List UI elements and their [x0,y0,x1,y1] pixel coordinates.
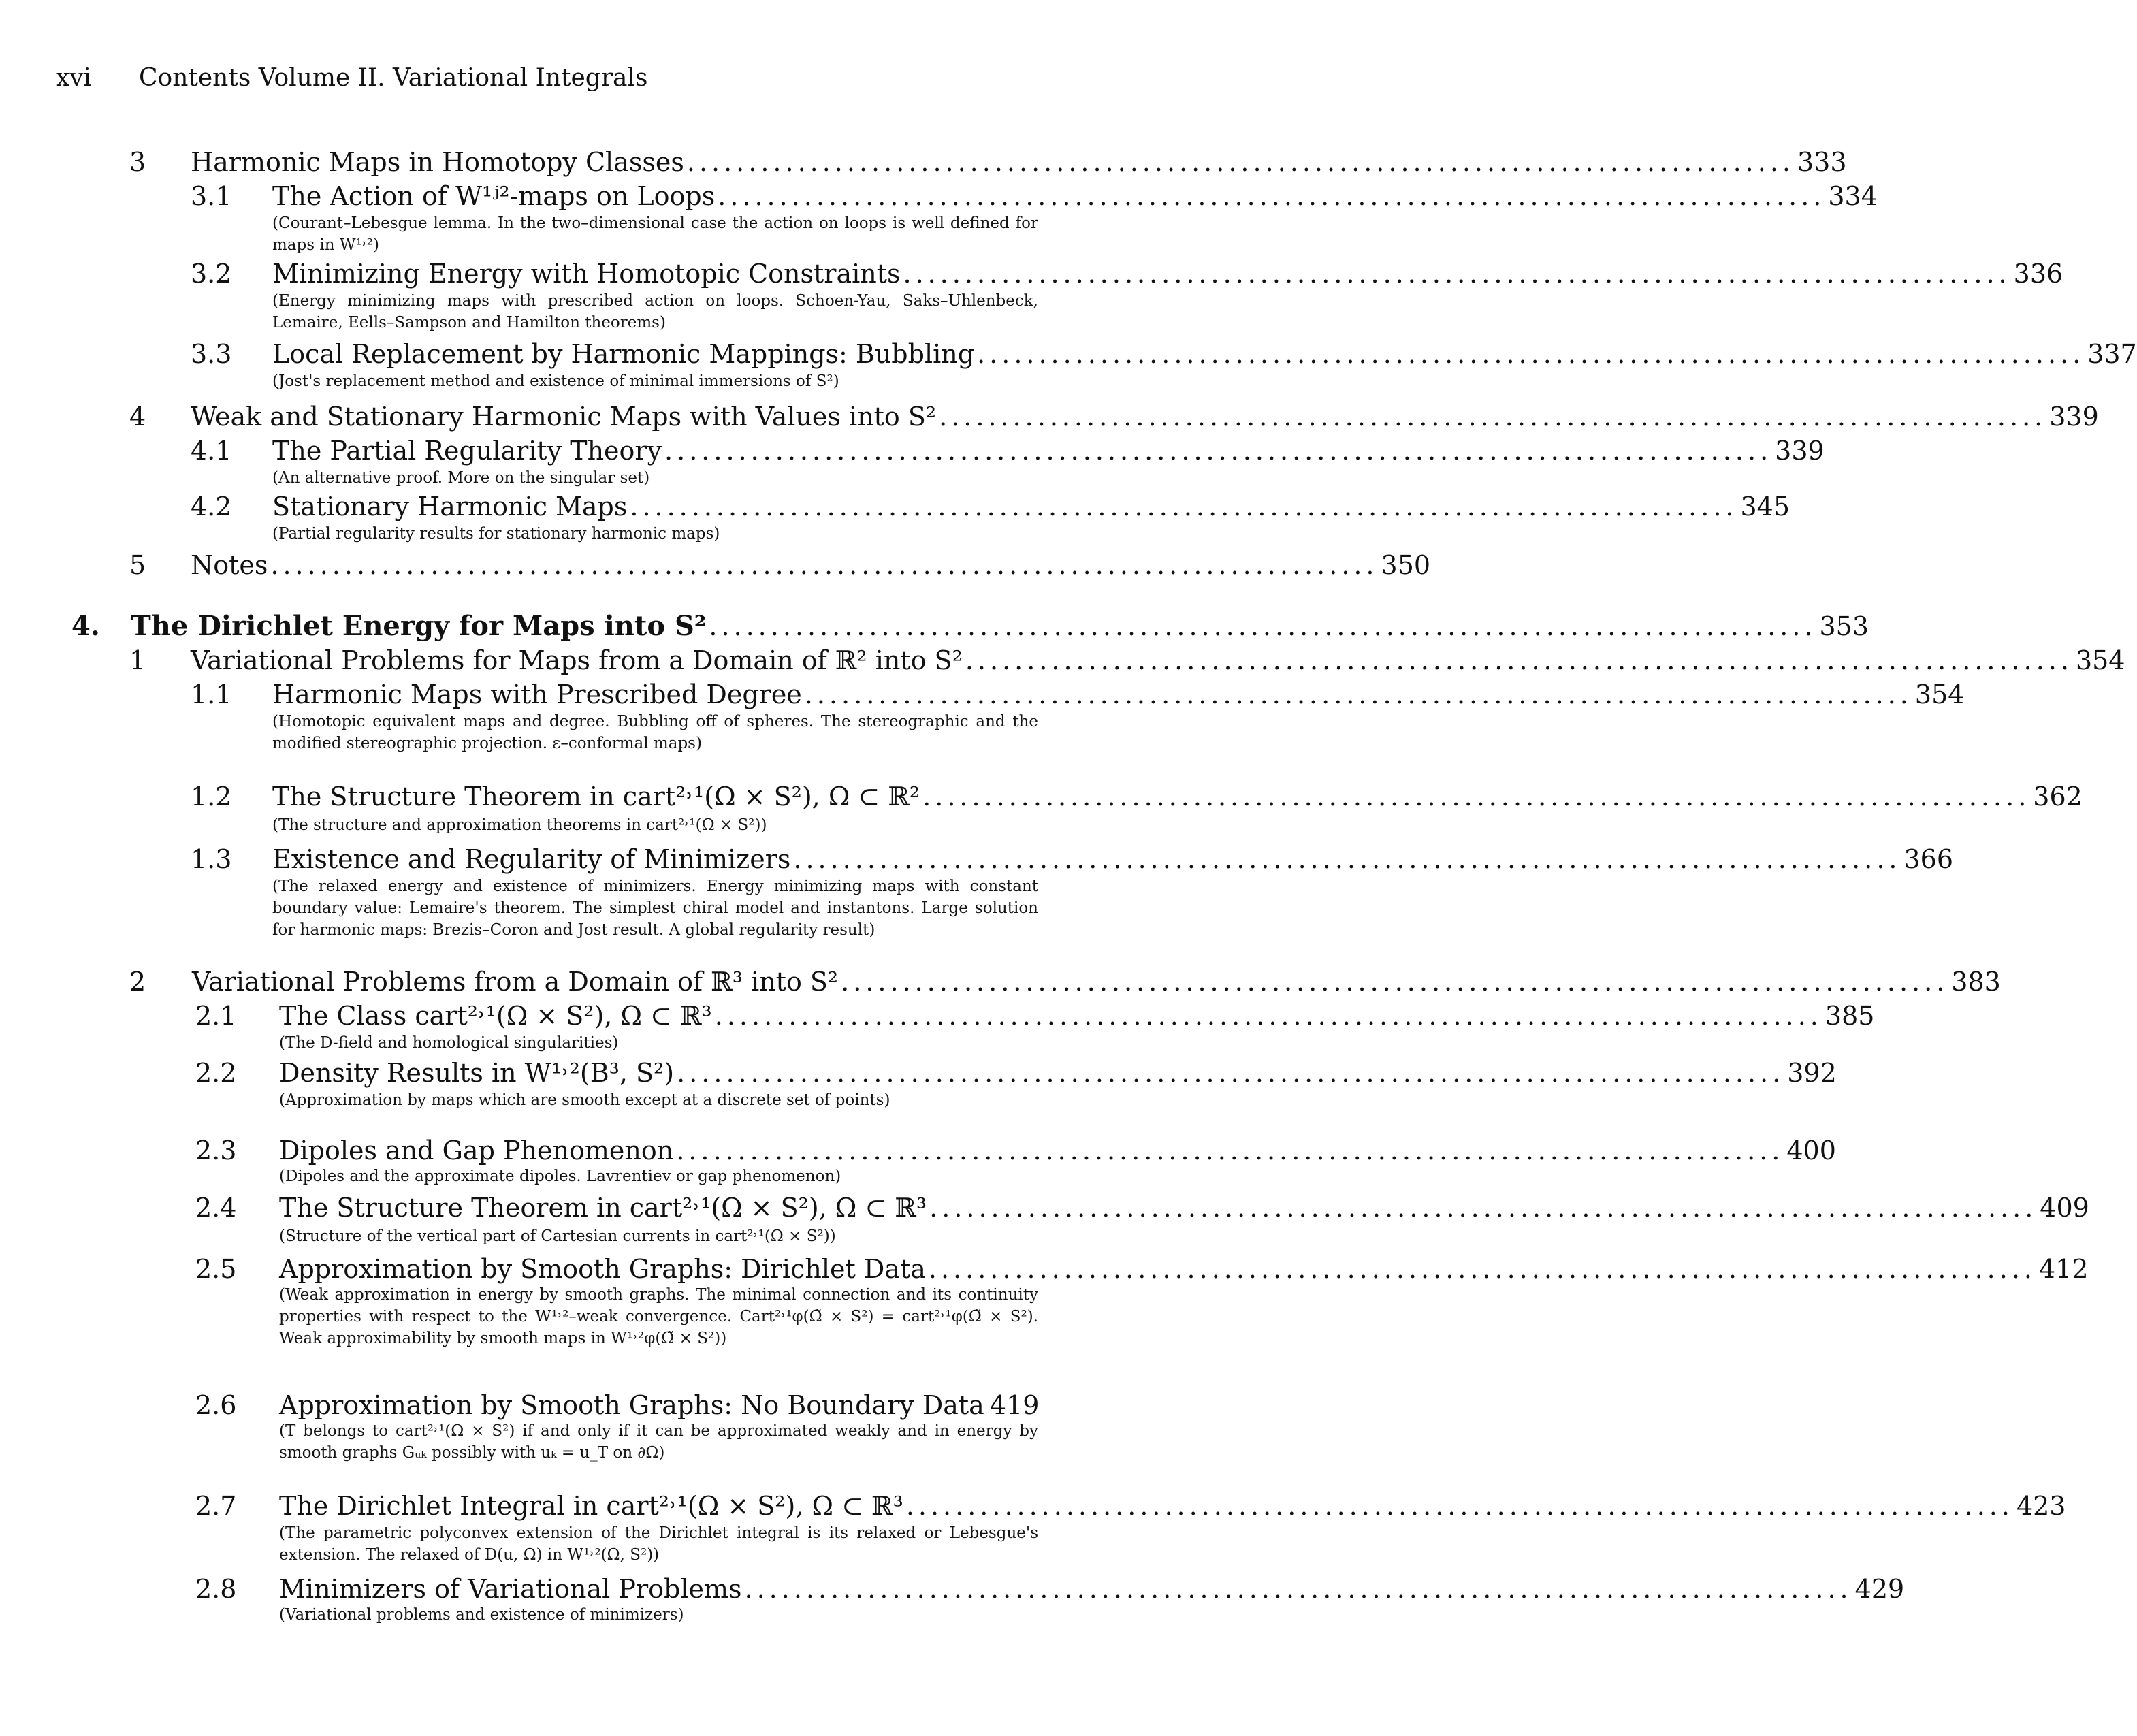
entry-title: Variational Problems from a Domain of ℝ³ into S² [192,967,839,997]
entry-number: 2.1 [195,1001,237,1031]
entry-number: 2.7 [195,1491,237,1521]
entry-title: Approximation by Smooth Graphs: No Boundary Data [279,1390,984,1420]
entry-number: 4.2 [191,492,232,521]
entry-number: 4. [71,610,100,642]
entry-description: (The structure and approximation theorems in cart²˒¹(Ω × S²)) [272,816,767,834]
entry-description: (T belongs to cart²˒¹(Ω × S²) if and only if it can be approximated weakly and in energy by smooth graphs Gᵤₖ possibly with uₖ = u_T on ∂Ω) [279,1422,1038,1462]
entry-title: The Class cart²˒¹(Ω × S²), Ω ⊂ ℝ³ [279,1001,712,1031]
entry-number: 1.3 [191,844,232,874]
entry-number: 1.2 [191,782,232,811]
entry-number: 2.6 [195,1390,237,1420]
entry-description: (Variational problems and existence of minimizers) [279,1606,684,1624]
entry-number: 3.1 [191,181,232,211]
entry-number: 2.3 [195,1136,237,1166]
entry-title: Stationary Harmonic Maps [272,492,628,521]
entry-description: (An alternative proof. More on the singular set) [272,469,650,487]
entry-title: Density Results in W¹˒²(B³, S²) [279,1058,675,1088]
entry-title: The Dirichlet Integral in cart²˒¹(Ω × S²), Ω ⊂ ℝ³ [279,1491,903,1521]
entry-title: The Action of W¹ʲ²-maps on Loops [272,181,716,211]
entry-page: 345 [1740,492,1790,521]
entry-title: Approximation by Smooth Graphs: Dirichlet Data [279,1254,926,1284]
entry-title: The Partial Regularity Theory [272,436,662,466]
entry-title: The Structure Theorem in cart²˒¹(Ω × S²), Ω ⊂ ℝ² [272,782,920,811]
entry-page: 383 [1951,967,2001,997]
entry-page: 339 [2049,402,2099,432]
entry-description: (Energy minimizing maps with prescribed action on loops. Schoen-Yau, Saks–Uhlenbeck, Lemaire, Eells–Sampson and Hamilton theorems) [272,292,1038,332]
entry-page: 339 [1775,436,1825,466]
entry-title: Local Replacement by Harmonic Mappings: Bubbling [272,339,975,369]
entry-number: 2 [129,967,146,997]
entry-page: 429 [1854,1574,1905,1604]
entry-description: (Homotopic equivalent maps and degree. Bubbling off of spheres. The stereographic and the modified stereographic projection. ε–conformal maps) [272,713,1038,752]
entry-number: 1.1 [191,679,232,709]
entry-number: 4.1 [191,436,232,466]
entry-number: 3.2 [191,259,232,289]
entry-number: 2.4 [195,1193,237,1223]
page-number: xvi [56,64,92,92]
entry-description: (The parametric polyconvex extension of the Dirichlet integral is its relaxed or Lebesgue's extension. The relaxed of D(u, Ω) in W¹˒²(Ω, S²)) [279,1524,1038,1564]
entry-page: 385 [1825,1001,1875,1031]
entry-page: 362 [2033,782,2083,811]
entry-page: 353 [1819,611,1869,641]
entry-page: 366 [1903,844,1954,874]
page: xvi Contents Volume II. Variational Integrals 3 Harmonic Maps in Homotopy Classes .......................................................................................... 333 3.1 The Action of W¹ʲ²-maps on Loops .......................................................................................... 334 (Courant–Lebesgue lemma. In the two–dimensional case the action on loops is well defined for maps in W¹˒²) 3.2 Minimizing Energy with Homotopic Constraints .......................................................................................... 336 (Energy minimizing maps with prescribed action on loops. Schoen-Yau, Saks–Uhlenbeck, Lemaire, Eells–Sampson and Hamilton theorems) 3.3 Local Replacement by Harmonic Mappings: Bubbling .......................................................................................... 337 (Jost's replacement method and existence of minimal immersions of S²) 4 Weak and Stationary Harmonic Maps with Values into S² .......................................................................................... 339 4.1 The Partial Regularity Theory .......................................................................................... 339 (An alternative proof. More on the singular set) 4.2 Stationary Harmonic Maps .......................................................................................... 345 (Partial regularity results for stationary harmonic maps) 5 Notes .......................................................................................... 350 4. The Dirichlet Energy for Maps into S² .......................................................................................... 353 1 Variational Problems for Maps from a Domain of ℝ² into S² .......................................................................................... 354 1.1 Harmonic Maps with Prescribed Degree .......................................................................................... 354 (Homotopic equivalent maps and degree. Bubbling off of spheres. The stereographic and the modified stereographic projection. ε–conformal maps) 1.2 The Structure Theorem in cart²˒¹(Ω × S²), Ω ⊂ ℝ² .......................................................................................... 362 (The structure and approximation theorems in cart²˒¹(Ω × S²)) 1.3 Existence and Regularity of Minimizers .......................................................................................... 366 (The relaxed energy and existence of minimizers. Energy minimizing maps with constant boundary value: Lemaire's theorem. The simplest chiral model and instantons. Large solution for harmonic maps: Brezis–Coron and Jost result. A global regularity result) 2 Variational Problems from a Domain of ℝ³ into S² .......................................................................................... 383 2.1 The Class cart²˒¹(Ω × S²), Ω ⊂ ℝ³ .......................................................................................... 385 (The D-field and homological singularities) 2.2 Density Results in W¹˒²(B³, S²) .......................................................................................... 392 (Approximation by maps which are smooth except at a discrete set of points) 2.3 Dipoles and Gap Phenomenon .......................................................................................... 400 (Dipoles and the approximate dipoles. Lavrentiev or gap phenomenon) 2.4 The Structure Theorem in cart²˒¹(Ω × S²), Ω ⊂ ℝ³ .......................................................................................... 409 (Structure of the vertical part of Cartesian currents in cart²˒¹(Ω × S²)) 2.5 Approximation by Smooth Graphs: Dirichlet Data .......................................................................................... 412 (Weak approximation in energy by smooth graphs. The minimal connection and its continuity properties with respect to the W¹˒²–weak convergence. Cart²˒¹φ(Ω̃ × S²) = cart²˒¹φ(Ω̃ × S²). Weak approximability by smooth maps in W¹˒²φ(Ω̃ × S²)) 2.6 Approximation by Smooth Graphs: No Boundary Data 419 (T belongs to cart²˒¹(Ω × S²) if and only if it can be approximated weakly and in energy by smooth graphs Gᵤₖ possibly with uₖ = u_T on ∂Ω) 2.7 The Dirichlet Integral in cart²˒¹(Ω × S²), Ω ⊂ ℝ³ .......................................................................................... 423 (The parametric polyconvex extension of the Dirichlet integral is its relaxed or Lebesgue's extension. The relaxed of D(u, Ω) in W¹˒²(Ω, S²)) 2.8 Minimizers of Variational Problems .......................................................................................... 429 (Variational problems and existence of minimizers) [0,0,1106,1736]
running-title: Contents Volume II. Variational Integrals [139,64,648,92]
entry-page: 336 [2013,259,2063,289]
entry-page: 412 [2039,1254,2089,1284]
entry-description: (Structure of the vertical part of Cartesian currents in cart²˒¹(Ω × S²)) [279,1227,836,1245]
entry-title: Existence and Regularity of Minimizers [272,844,791,874]
entry-description: (Weak approximation in energy by smooth graphs. The minimal connection and its continuity properties with respect to the W¹˒²–weak convergence. Cart²˒¹φ(Ω̃ × S²) = cart²˒¹φ(Ω̃ × S²). Weak approximability by smooth maps in W¹˒²φ(Ω̃ × S²)) [279,1286,1038,1347]
entry-number: 3 [129,147,146,177]
entry-description: (Jost's replacement method and existence of minimal immersions of S²) [272,372,839,390]
entry-page: 400 [1786,1136,1836,1166]
entry-title: Notes [191,550,268,580]
entry-page: 423 [2016,1491,2066,1521]
entry-title: Dipoles and Gap Phenomenon [279,1136,674,1166]
entry-title: The Structure Theorem in cart²˒¹(Ω × S²), Ω ⊂ ℝ³ [279,1193,927,1223]
entry-page: 419 [989,1390,1040,1420]
entry-page: 350 [1381,550,1431,580]
entry-title: Harmonic Maps in Homotopy Classes [191,147,684,177]
entry-page: 334 [1828,181,1878,211]
entry-number: 1 [129,645,146,675]
entry-title: Variational Problems for Maps from a Domain of ℝ² into S² [191,645,963,675]
entry-number: 2.5 [195,1254,237,1284]
entry-description: (Partial regularity results for stationary harmonic maps) [272,525,720,543]
entry-page: 392 [1787,1058,1837,1088]
entry-page: 354 [2075,645,2125,675]
entry-title: Minimizing Energy with Homotopic Constraints [272,259,901,289]
entry-title: Weak and Stationary Harmonic Maps with Values into S² [191,402,937,432]
entry-number: 2.8 [195,1574,237,1604]
entry-title: Harmonic Maps with Prescribed Degree [272,679,802,709]
entry-number: 5 [129,550,146,580]
entry-title: Minimizers of Variational Problems [279,1574,742,1604]
running-header [56,64,648,92]
entry-number: 3.3 [191,339,232,369]
entry-number: 2.2 [195,1058,237,1088]
entry-description: (Dipoles and the approximate dipoles. Lavrentiev or gap phenomenon) [279,1168,841,1185]
entry-page: 333 [1797,147,1847,177]
entry-page: 409 [2040,1193,2089,1223]
entry-title: The Dirichlet Energy for Maps into S² [131,610,707,642]
entry-page: 337 [2087,339,2137,369]
entry-description: (Approximation by maps which are smooth except at a discrete set of points) [279,1091,890,1109]
entry-description: (The relaxed energy and existence of minimizers. Energy minimizing maps with constant boundary value: Lemaire's theorem. The simplest chiral model and instantons. Large solution for harmonic maps: Brezis–Coron and Jost result. A global regularity result) [272,878,1038,939]
entry-description: (Courant–Lebesgue lemma. In the two–dimensional case the action on loops is well defined for maps in W¹˒²) [272,214,1038,254]
entry-page: 354 [1914,679,1965,709]
entry-description: (The D-field and homological singularities) [279,1034,619,1052]
entry-number: 4 [129,402,146,432]
